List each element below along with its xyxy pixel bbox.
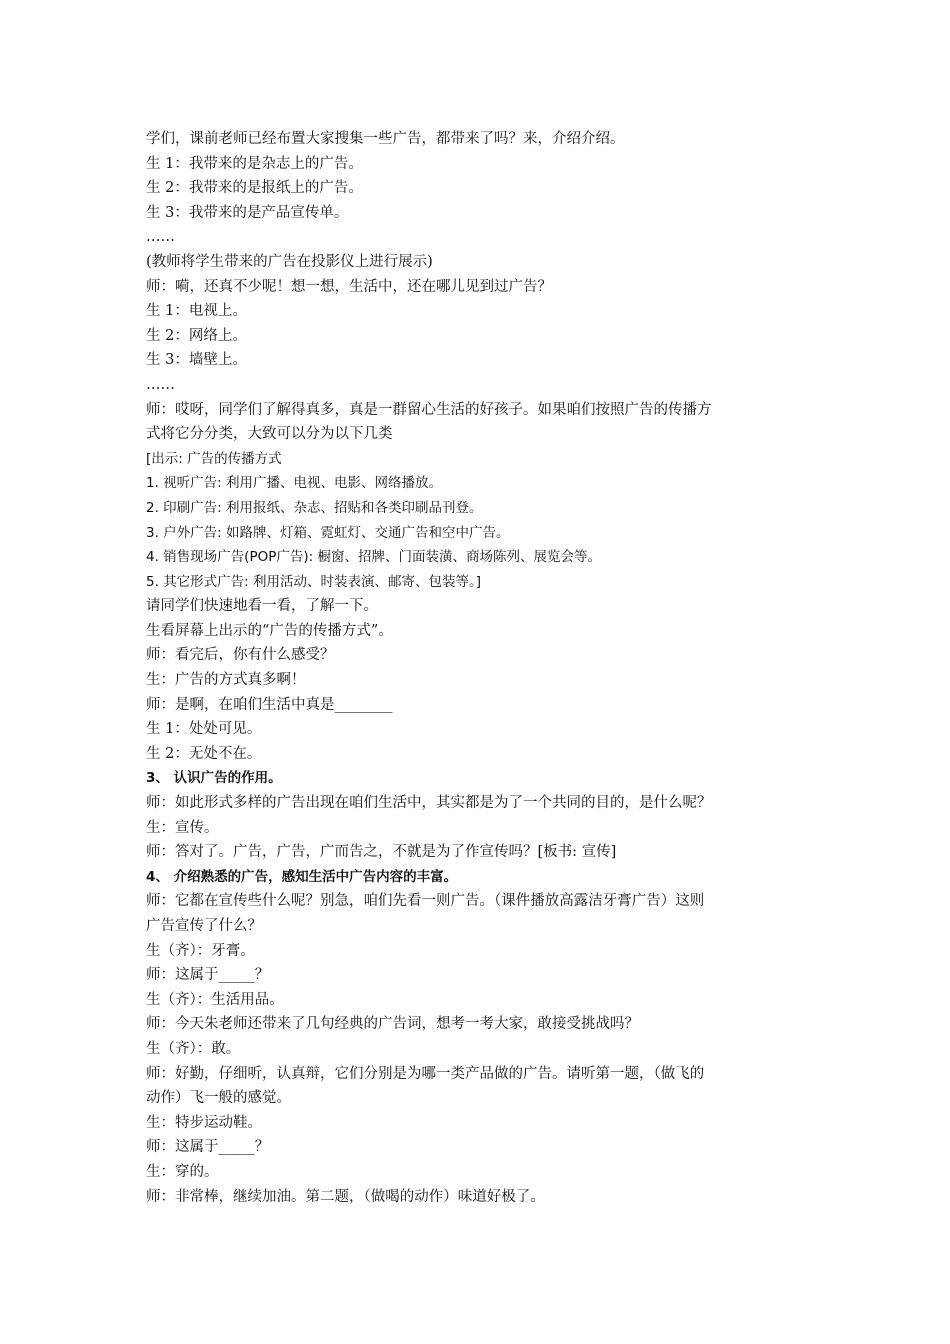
text-line: 师：它都在宣传些什么呢？别急，咱们先看一则广告。（课件播放高露洁牙膏广告）这则 <box>146 893 705 910</box>
display-list-line: 4. 销售现场广告(POP广告): 橱窗、招牌、门面装潢、商场陈列、展览会等。 <box>146 549 601 566</box>
text-line: 动作）飞一般的感觉。 <box>146 1090 291 1107</box>
text-line: 师：哎呀，同学们了解得真多，真是一群留心生活的好孩子。如果咱们按照广告的传播方 <box>146 401 712 418</box>
text-line: 师：答对了。广告，广告，广而告之，不就是为了作宣传吗？[板书: 宣传] <box>146 844 617 861</box>
text-line: 请同学们快速地看一看，了解一下。 <box>146 598 378 615</box>
text-line: 生：宣传。 <box>146 819 219 836</box>
text-line: 生（齐）：牙膏。 <box>146 942 255 959</box>
text-line: 生：广告的方式真多啊！ <box>146 672 306 689</box>
text-line: 生 1：处处可见。 <box>146 721 262 738</box>
text-line: 生 2：网络上。 <box>146 327 247 344</box>
text-line: 师：如此形式多样的广告出现在咱们生活中，其实都是为了一个共同的目的，是什么呢？ <box>146 795 712 812</box>
text-line: 师：是啊，在咱们生活中真是________ <box>146 696 393 713</box>
text-line: …… <box>146 376 175 393</box>
text-line: 师：嗬，还真不少呢！想一想，生活中，还在哪儿见到过广告？ <box>146 278 552 295</box>
text-line: …… <box>146 229 175 246</box>
text-line: 师：好勤，仔细听，认真辩，它们分别是为哪一类产品做的广告。请听第一题，（做飞的 <box>146 1065 705 1082</box>
text-line: 式将它分分类，大致可以分为以下几类 <box>146 426 393 443</box>
display-list-line: [出示: 广告的传播方式 <box>146 450 282 467</box>
text-line: 生看屏幕上出示的“广告的传播方式”。 <box>146 622 393 639</box>
text-line: 生 2：我带来的是报纸上的广告。 <box>146 180 363 197</box>
section-heading: 3、 认识广告的作用。 <box>146 770 282 787</box>
text-line: 生 1：我带来的是杂志上的广告。 <box>146 155 363 172</box>
display-list-line: 2. 印刷广告: 利用报纸、杂志、招贴和各类印刷品刊登。 <box>146 499 483 516</box>
text-line: 生（齐）：生活用品。 <box>146 991 284 1008</box>
display-list-line: 5. 其它形式广告: 利用活动、时装表演、邮寄、包装等。] <box>146 573 482 590</box>
text-line: 生 3：墙壁上。 <box>146 352 247 369</box>
text-line: 生 3：我带来的是产品宣传单。 <box>146 204 349 221</box>
text-line: (教师将学生带来的广告在投影仪上进行展示) <box>146 253 433 270</box>
text-line: 生 1：电视上。 <box>146 303 247 320</box>
text-line: 生：穿的。 <box>146 1163 219 1180</box>
display-list-line: 1. 视听广告: 利用广播、电视、电影、网络播放。 <box>146 475 443 492</box>
text-line: 生：特步运动鞋。 <box>146 1114 262 1131</box>
document-body <box>146 127 816 1209</box>
text-line: 学们，课前老师已经布置大家搜集一些广告，都带来了吗？来，介绍介绍。 <box>146 131 625 147</box>
text-line: 师：今天朱老师还带来了几句经典的广告词，想考一考大家，敢接受挑战吗？ <box>146 1016 639 1033</box>
text-line: 生 2：无处不在。 <box>146 745 262 762</box>
text-line: 广告宣传了什么？ <box>146 918 262 934</box>
text-line: 师：这属于_____？ <box>146 1139 270 1156</box>
section-heading: 4、 介绍熟悉的广告，感知生活中广告内容的丰富。 <box>146 868 458 885</box>
display-list-line: 3. 户外广告: 如路牌、灯箱、霓虹灯、交通广告和空中广告。 <box>146 524 510 541</box>
text-line: 生（齐）：敢。 <box>146 1040 241 1057</box>
text-line: 师：这属于_____？ <box>146 967 270 984</box>
text-line: 师：看完后，你有什么感受？ <box>146 647 335 664</box>
text-line: 师：非常棒，继续加油。第二题，（做喝的动作）味道好极了。 <box>146 1188 545 1205</box>
